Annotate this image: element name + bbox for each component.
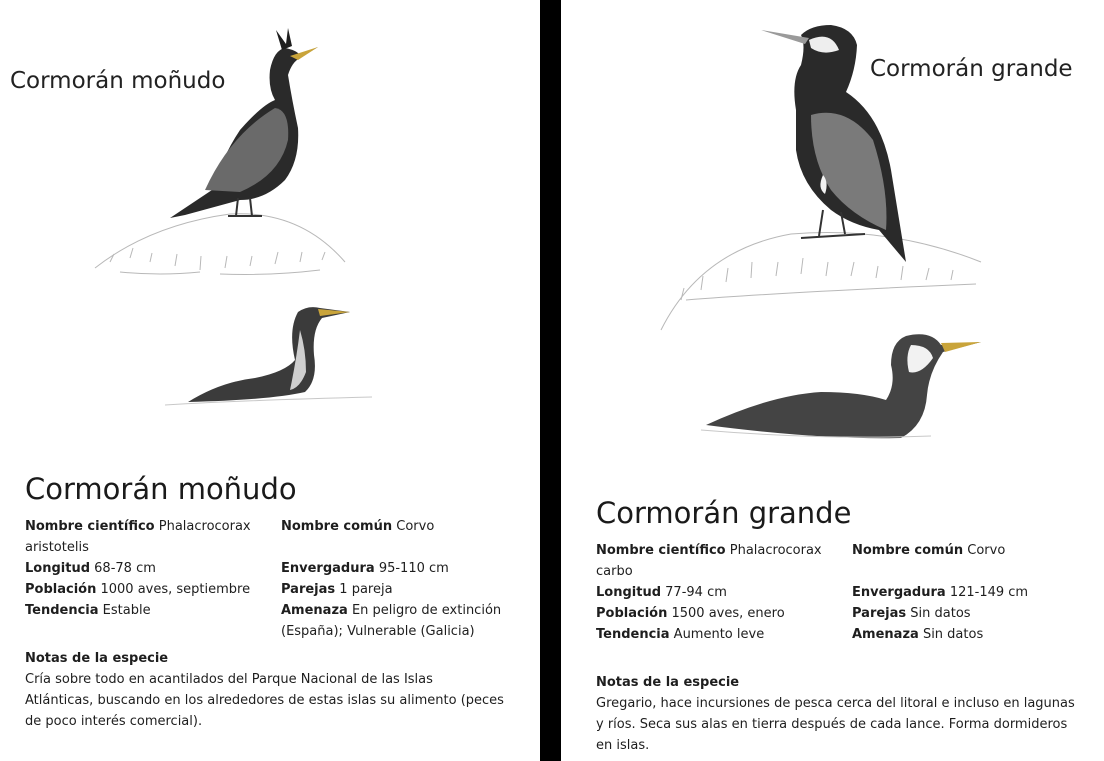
fact-scientific-name: Nombre científico Phalacrocorax carbo	[596, 543, 822, 579]
fact-threat: Amenaza En peligro de extinción (España); Vulnerable (Galicia)	[281, 603, 502, 639]
facts-column-1	[25, 516, 255, 621]
species-card-left	[0, 0, 540, 761]
rock-sketch	[95, 214, 345, 275]
standing-shag	[170, 28, 318, 218]
fact-threat: Amenaza Sin datos	[852, 627, 984, 642]
panel-divider	[540, 0, 561, 761]
facts-grid	[25, 516, 515, 640]
fact-scientific-name: Nombre científico Phalacrocorax aristotelis	[25, 519, 251, 555]
notes-text: Gregario, hace incursiones de pesca cerca del litoral e incluso en lagunas y ríos. Seca sus alas en tierra después de cada lance. Forma dormideros en islas.	[596, 696, 1075, 753]
fact-population: Población 1500 aves, enero	[596, 606, 785, 621]
swimming-cormorant	[701, 334, 981, 438]
swimming-shag	[165, 307, 372, 405]
fact-common-name: Nombre común Corvo	[281, 519, 435, 534]
species-card-right	[561, 0, 1104, 761]
species-title: Cormorán grande	[596, 496, 852, 530]
fact-trend: Tendencia Estable	[25, 603, 151, 618]
fact-pairs: Parejas Sin datos	[852, 606, 971, 621]
species-info	[25, 472, 515, 732]
facts-grid	[596, 540, 1086, 664]
fact-wingspan: Envergadura 95-110 cm	[281, 561, 449, 576]
facts-column-2	[281, 516, 521, 642]
species-info	[596, 496, 1086, 756]
fact-common-name: Nombre común Corvo	[852, 543, 1006, 558]
fact-length: Longitud 68-78 cm	[25, 561, 156, 576]
illustration-label: Cormorán moñudo	[10, 68, 226, 94]
fact-trend: Tendencia Aumento leve	[596, 627, 765, 642]
notes-heading: Notas de la especie	[25, 651, 169, 666]
rock-sketch	[661, 233, 981, 330]
fact-length: Longitud 77-94 cm	[596, 585, 727, 600]
fact-pairs: Parejas 1 pareja	[281, 582, 393, 597]
fact-population: Población 1000 aves, septiembre	[25, 582, 251, 597]
facts-column-2	[852, 540, 1092, 645]
notes-text: Cría sobre todo en acantilados del Parque Nacional de las Islas Atlánticas, buscando en los alrededores de estas islas su alimento (peces de poco interés comercial).	[25, 672, 504, 729]
notes-heading: Notas de la especie	[596, 675, 740, 690]
facts-column-1	[596, 540, 826, 645]
illustration-label: Cormorán grande	[870, 56, 1073, 82]
fact-wingspan: Envergadura 121-149 cm	[852, 585, 1029, 600]
species-title: Cormorán moñudo	[25, 472, 297, 506]
